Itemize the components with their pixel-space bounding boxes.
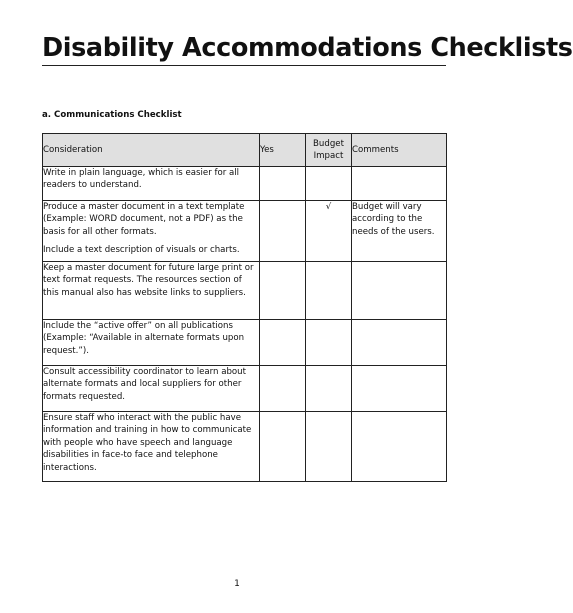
section-heading: a. Communications Checklist <box>42 110 182 120</box>
comments-cell[interactable] <box>352 320 447 366</box>
consideration-text: Include a text description of visuals or charts. <box>43 245 240 256</box>
budget-impact-cell[interactable] <box>306 262 352 320</box>
consideration-text: Produce a master document in a text template (Example: WORD document, not a PDF) as the basis for all other formats. <box>43 202 245 237</box>
page-number: 1 <box>234 579 240 589</box>
consideration-cell <box>43 167 260 201</box>
yes-cell[interactable] <box>260 167 306 201</box>
table-row <box>43 320 447 366</box>
comments-cell[interactable] <box>352 262 447 320</box>
communications-checklist-table <box>42 133 447 482</box>
comments-cell[interactable] <box>352 167 447 201</box>
table-row <box>43 412 447 482</box>
budget-impact-cell[interactable]: √ <box>306 201 352 262</box>
consideration-text: Keep a master document for future large print or text format requests. The resources section of this manual also has website links to suppliers. <box>43 263 254 298</box>
comments-cell[interactable] <box>352 412 447 482</box>
consideration-cell <box>43 366 260 412</box>
budget-impact-cell[interactable] <box>306 412 352 482</box>
consideration-cell <box>43 412 260 482</box>
yes-cell[interactable] <box>260 366 306 412</box>
consideration-text: Write in plain language, which is easier for all readers to understand. <box>43 168 240 191</box>
budget-impact-cell[interactable] <box>306 320 352 366</box>
page-title: Disability Accommodations Checklists <box>42 33 573 63</box>
table-header-row <box>43 134 447 167</box>
consideration-text: Include the “active offer” on all publications (Example: “Available in alternate formats upon request.”). <box>43 321 245 356</box>
consideration-cell <box>43 201 260 262</box>
table-row <box>43 262 447 320</box>
comments-cell[interactable] <box>352 366 447 412</box>
consideration-text: Consult accessibility coordinator to learn about alternate formats and local suppliers for other formats requested. <box>43 367 246 402</box>
yes-cell[interactable] <box>260 262 306 320</box>
budget-impact-cell[interactable] <box>306 366 352 412</box>
yes-cell[interactable] <box>260 412 306 482</box>
column-header-yes: Yes <box>260 134 306 167</box>
yes-cell[interactable] <box>260 201 306 262</box>
yes-cell[interactable] <box>260 320 306 366</box>
title-divider <box>42 65 446 66</box>
consideration-cell <box>43 320 260 366</box>
consideration-text: Ensure staff who interact with the public have information and training in how to communicate with people who have speech and language disabilities in face-to face and telephone interactions. <box>43 413 252 473</box>
consideration-cell <box>43 262 260 320</box>
table-row <box>43 201 447 262</box>
column-header-consideration: Consideration <box>43 134 260 167</box>
comments-cell[interactable]: Budget will vary according to the needs of the users. <box>352 201 447 262</box>
budget-impact-cell[interactable] <box>306 167 352 201</box>
column-header-budget-impact: Budget Impact <box>306 134 352 167</box>
column-header-comments: Comments <box>352 134 447 167</box>
table-row <box>43 167 447 201</box>
table-row <box>43 366 447 412</box>
